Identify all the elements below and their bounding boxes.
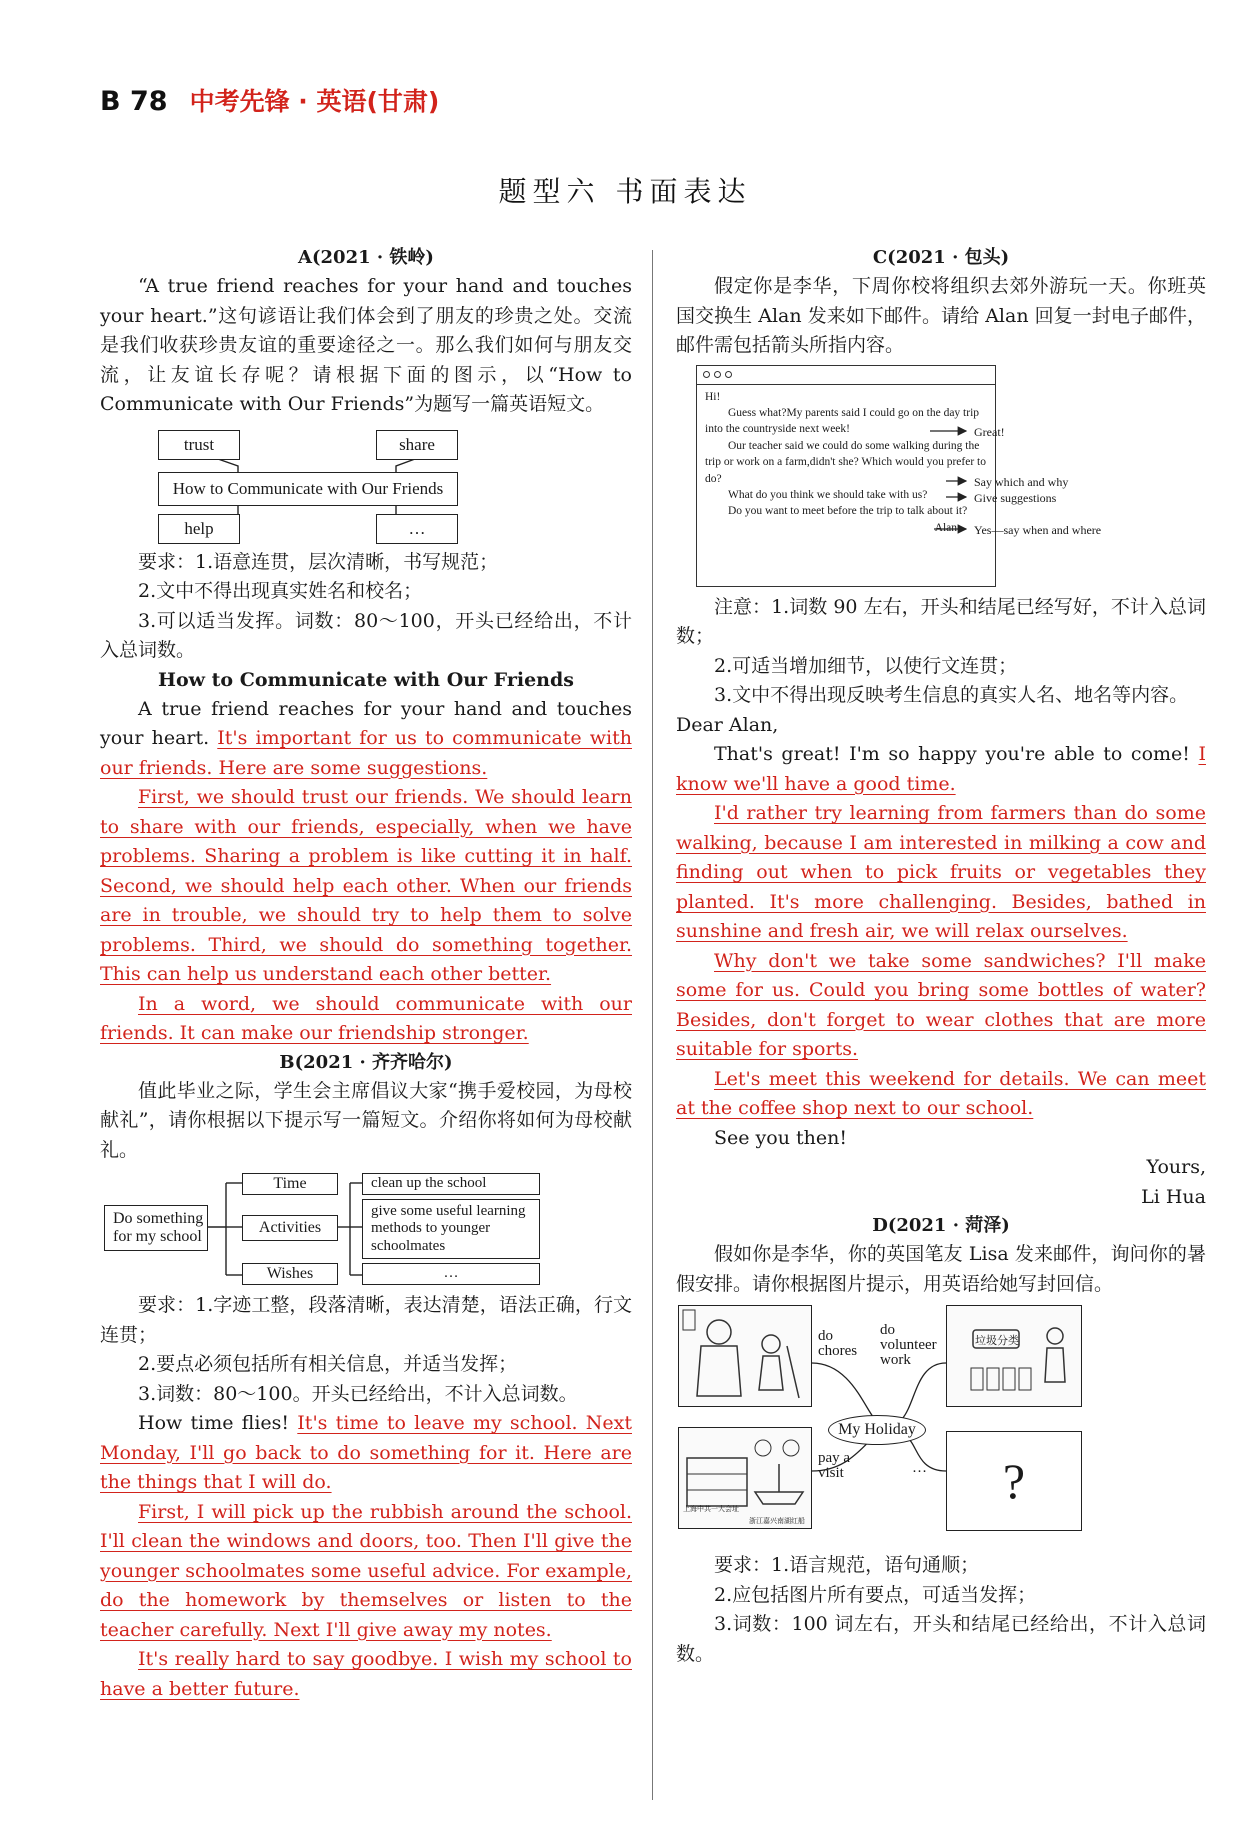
task-d-req1: 要求：1.语言规范，语句通顺；: [714, 1554, 980, 1576]
task-c-email-figure: [676, 365, 1206, 593]
task-b-para3: [100, 1645, 632, 1704]
task-a-req3: 3.可以适当发挥。词数：80～100，开头已经给出，不计入总词数。: [100, 609, 632, 661]
box-activities: Activities: [242, 1215, 338, 1241]
task-c-heading: C(2021 · 包头): [872, 247, 1010, 268]
given-opening: That's great! I'm so happy you're able to come!: [714, 743, 1199, 765]
task-b-req3: 3.词数：80～100。开头已经给出，不计入总词数。: [138, 1382, 578, 1405]
box-act3: …: [362, 1263, 540, 1285]
task-b-diagram: [100, 1171, 632, 1287]
question-box: ?: [946, 1431, 1082, 1531]
volunteer-illustration-icon: [947, 1306, 1079, 1404]
answer-text: First, we should trust our friends. We should learn to share with our friends, especially, when we have problems. Sharing a problem is like cutting it in half. Second, we should help each other. When our friends are in trouble, we should try to help them to solve problems. Third, we should do something together. This can help us understand each other better.: [100, 786, 632, 985]
answer-text: In a word, we should communicate with our friends. It can make our friendship stronger.: [100, 992, 632, 1044]
email-line3: What do you think we should take with us?: [728, 488, 928, 501]
box-help: help: [158, 514, 240, 544]
email-line2: Our teacher said we could do some walking during the trip or work on a farm,didn't she? Which would you prefer to do?: [705, 439, 986, 485]
box-act2: give some useful learning methods to younger schoolmates: [362, 1199, 540, 1259]
volunteer-picture: [946, 1305, 1082, 1407]
task-a-para2: [100, 783, 632, 990]
task-c-para4: [676, 1065, 1206, 1124]
task-d-req2: 2.应包括图片所有要点，可适当发挥；: [714, 1583, 1037, 1606]
column-divider: [652, 250, 653, 1800]
box-root: Do something for my school: [104, 1205, 208, 1251]
given-opening: A true friend reaches for your hand and touches your heart.: [100, 697, 632, 749]
box-wishes: Wishes: [242, 1263, 338, 1285]
task-a-para3: [100, 990, 632, 1049]
page-header: [100, 82, 439, 122]
answer-text: First, I will pick up the rubbish around the school. I'll clean the windows and doors, too. Then I'll give the younger schoolmates some useful advice. For example, do the homework by themselves or listen to the teacher carefully. Next I'll give away my notes.: [100, 1500, 632, 1641]
answer-text: I'd rather try learning from farmers than do some walking, because I am interested in milking a cow and finding out when to pick fruits or vegetables they planted. It's more challenging. Besides, bathed in sunshine and fresh air, we will relax ourselves.: [676, 802, 1206, 942]
note-when-where: Yes—say when and where: [974, 522, 1102, 537]
task-c-para3: [676, 947, 1206, 1065]
letter-name: Li Hua: [1141, 1185, 1206, 1208]
chores-picture: [678, 1305, 812, 1407]
answer-text: Let's meet this weekend for details. We can meet at the coffee shop next to our school.: [676, 1067, 1206, 1119]
note-say-which: Say which and why: [974, 474, 1069, 489]
task-b-para1: [100, 1409, 632, 1498]
task-a-req2: 2.文中不得出现真实姓名和校名；: [138, 580, 423, 602]
task-b-req2: 2.要点必须包括所有相关信息，并适当发挥；: [138, 1353, 518, 1375]
task-a-para1: [100, 695, 632, 784]
box-time: Time: [242, 1173, 338, 1195]
answer-text: Why don't we take some sandwiches? I'll make some for us. Could you bring some bottles of water? Besides, don't forget to wear clothes that are more suitable for sports.: [676, 949, 1206, 1060]
task-d-heading: D(2021 · 菏泽): [872, 1215, 1010, 1236]
task-d-mindmap: [676, 1303, 1206, 1551]
task-c-req3: 3.文中不得出现反映考生信息的真实人名、地名等内容。: [714, 684, 1189, 706]
label-do-chores: do chores: [818, 1328, 858, 1359]
box-act1: clean up the school: [362, 1173, 540, 1195]
given-opening: How time flies!: [138, 1412, 298, 1434]
answer-text: It's time to leave my school. Next Monday, I'll go back to do something for it. Here are the things that I will do.: [100, 1412, 632, 1493]
letter-salutation: Dear Alan,: [676, 713, 779, 736]
letter-closing: See you then!: [714, 1126, 847, 1149]
task-d-req3: 3.词数：100 词左右，开头和结尾已经给出，不计入总词数。: [676, 1613, 1206, 1665]
email-signature: Alan: [934, 521, 957, 534]
task-c-req2: 2.可适当增加细节，以使行文连贯；: [714, 654, 1018, 677]
answer-text: It's important for us to communicate with our friends. Here are some suggestions.: [100, 727, 632, 779]
task-c-req1: 注意：1.词数 90 左右，开头和结尾已经写好，不计入总词数；: [676, 595, 1206, 647]
task-b-prompt: 值此毕业之际，学生会主席倡议大家“携手爱校园，为母校献礼”，请你根据以下提示写一篇短文。介绍你将如何为母校献礼。: [100, 1079, 632, 1161]
email-greeting: Hi!: [705, 390, 721, 403]
visit-picture: [678, 1427, 812, 1529]
task-c-para2: [676, 799, 1206, 947]
label-pay-visit: pay a visit: [818, 1450, 851, 1481]
right-column: [676, 244, 1206, 1669]
book-title: 中考先锋 · 英语(甘肃): [189, 87, 440, 116]
task-a-heading: A(2021 · 铁岭): [298, 247, 434, 268]
task-a-essay-title: How to Communicate with Our Friends: [158, 668, 574, 691]
task-b-req1: 要求：1.字迹工整，段落清晰，表达清楚，语法正确，行文连贯；: [100, 1294, 632, 1346]
task-b-heading: B(2021 · 齐齐哈尔): [279, 1051, 453, 1073]
caption-site2: 浙江嘉兴南湖红船: [749, 1517, 805, 1525]
task-c-prompt: 假定你是李华，下周你校将组织去郊外游玩一天。你班英国交换生 Alan 发来如下邮件。请给 Alan 回复一封电子邮件，邮件需包括箭头所指内容。: [676, 275, 1206, 356]
answer-text: I know we'll have a good time.: [676, 743, 1206, 795]
box-trust: trust: [158, 430, 240, 460]
task-d-prompt: 假如你是李华，你的英国笔友 Lisa 发来邮件，询问你的暑假安排。请你根据图片提示，用英语给她写封回信。: [676, 1243, 1206, 1295]
center-my-holiday: My Holiday: [828, 1415, 926, 1445]
chores-illustration-icon: [679, 1306, 809, 1404]
task-b-para2: [100, 1498, 632, 1646]
letter-yours: Yours,: [1146, 1156, 1206, 1178]
sorting-sign-text: 垃圾分类: [975, 1334, 1019, 1347]
task-c-para1: [676, 740, 1206, 799]
email-arrows: [676, 365, 1206, 593]
caption-site1: 上海中共一大会址: [683, 1505, 739, 1513]
note-suggestions: Give suggestions: [974, 490, 1057, 505]
task-a-req1: 要求：1.语意连贯，层次清晰，书写规范；: [138, 550, 499, 573]
section-title: 题型六 书面表达: [498, 175, 752, 208]
email-line4: Do you want to meet before the trip to talk about it?: [728, 505, 968, 518]
task-a-diagram: [100, 426, 632, 544]
note-great: Great!: [974, 424, 1005, 439]
answer-text: It's really hard to say goodbye. I wish my school to have a better future.: [100, 1648, 632, 1700]
email-line1: Guess what?My parents said I could go on the day trip into the countryside next week!: [705, 406, 980, 436]
left-column: [100, 244, 632, 1704]
task-a-prompt: “A true friend reaches for your hand and touches your heart.”这句谚语让我们体会到了朋友的珍贵之处。交流是我们收获珍贵友谊的重要途径之一。那么我们如何与朋友交流，让友谊长存呢？请根据下面的图示，以“How to Communicate with Our Friends”为题写一篇英语短文。: [100, 275, 632, 415]
page-number: B 78: [100, 86, 168, 117]
box-more: …: [376, 514, 458, 544]
label-more: …: [912, 1460, 927, 1476]
box-center-title: How to Communicate with Our Friends: [158, 472, 458, 506]
label-volunteer: do volunteer work: [880, 1322, 937, 1368]
box-share: share: [376, 430, 458, 460]
